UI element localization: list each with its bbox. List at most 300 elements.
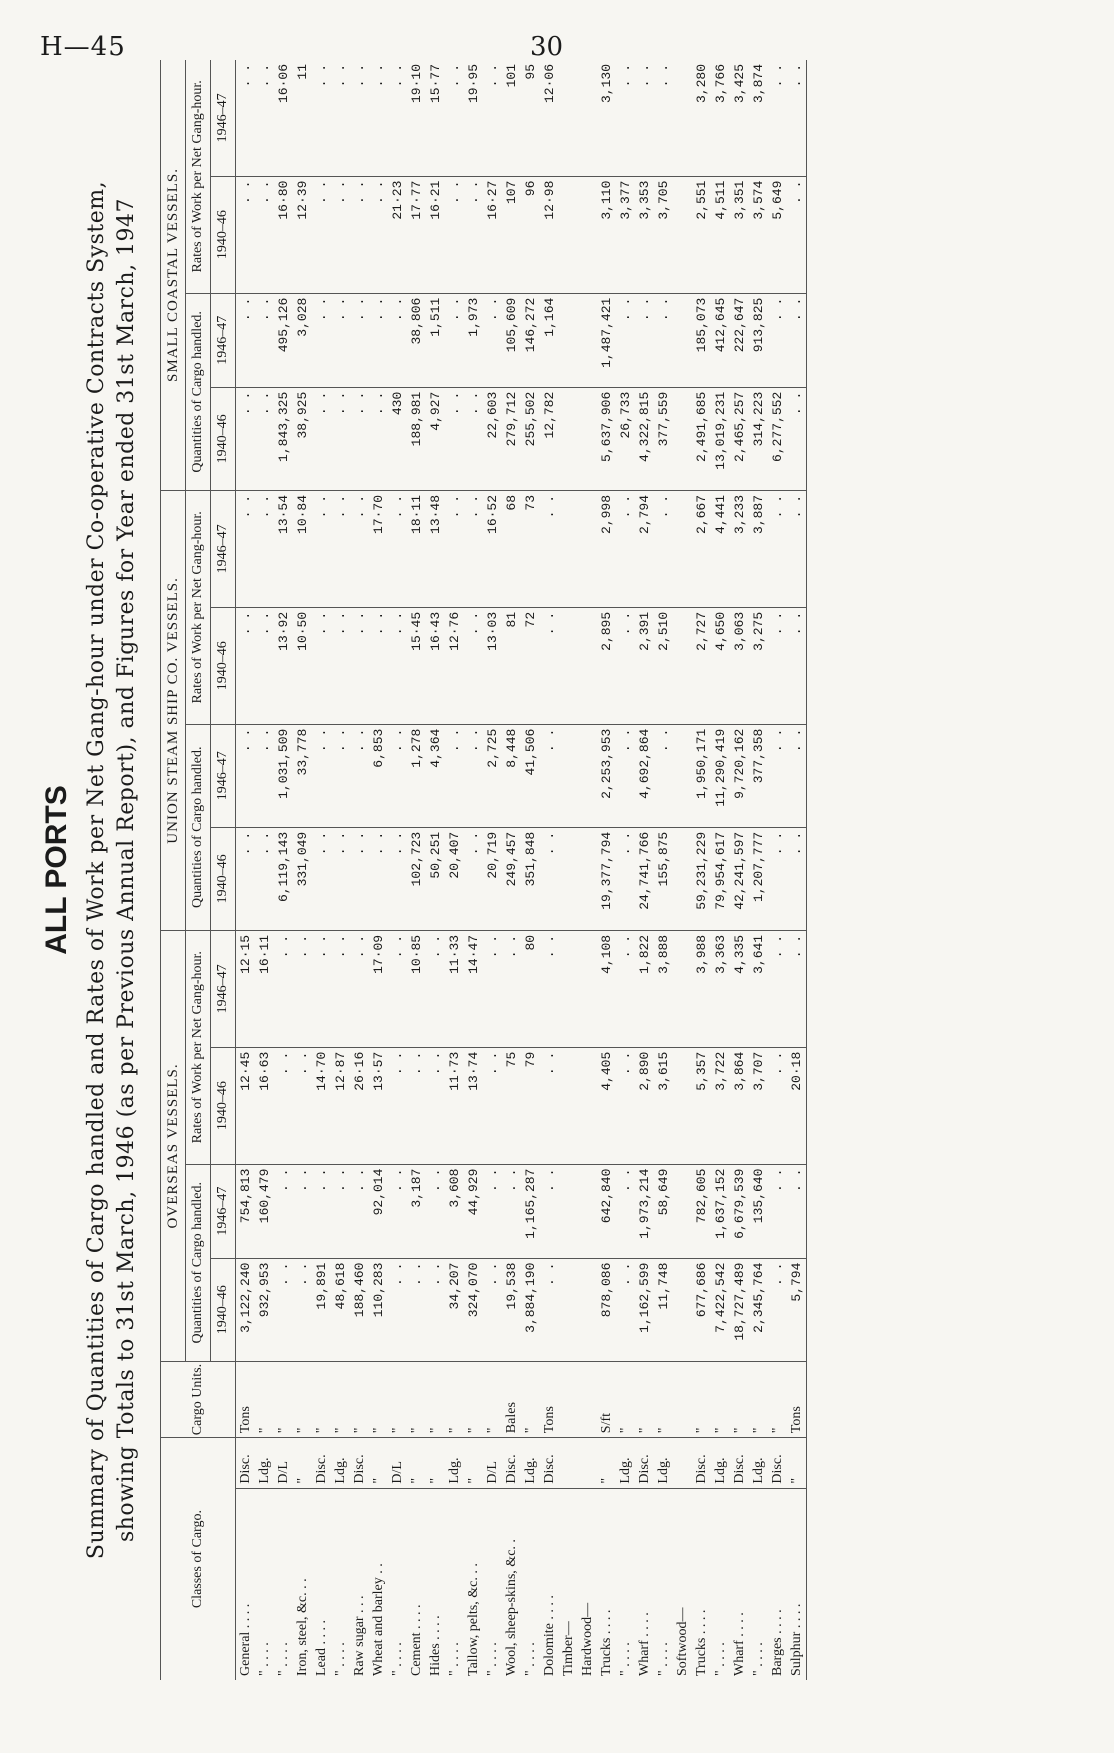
value-cell: 2,727 [692, 607, 711, 724]
cargo-mode-cell: Disc. [540, 1438, 559, 1488]
table-caption-line-2: showing Totals to 31st March, 1946 (as per Previous Annual Report), and Figures for Year ended 31st March, 1947 [114, 197, 139, 1543]
col-header-units: Cargo Units. [161, 1361, 236, 1437]
value-cell: 1,207,777 [749, 827, 768, 930]
value-cell: . . [331, 60, 350, 176]
value-cell: . . [635, 60, 654, 176]
value-cell: 5,649 [768, 176, 787, 293]
value-cell: . . [616, 827, 635, 930]
value-cell: 3,275 [749, 607, 768, 724]
value-cell: . . [445, 60, 464, 176]
cargo-class-cell: Softwood— [675, 1607, 690, 1676]
value-cell: . . [502, 1164, 521, 1258]
col-header-year: 1940–46 [211, 1047, 236, 1164]
value-cell: . . [388, 490, 407, 607]
cargo-mode-cell: Disc. [502, 1438, 521, 1488]
cargo-unit-cell: " [388, 1361, 407, 1437]
value-cell: 15·77 [426, 60, 445, 176]
cargo-unit-cell: " [521, 1361, 540, 1437]
value-cell: 4,364 [426, 724, 445, 827]
value-cell: . . [236, 724, 256, 827]
value-cell: . . [274, 1047, 293, 1164]
value-cell: 3,887 [749, 490, 768, 607]
table-row [502, 60, 521, 1680]
value-cell: 18,727,489 [730, 1258, 749, 1361]
value-cell: 16·80 [274, 176, 293, 293]
value-cell [673, 827, 692, 930]
value-cell [578, 1047, 597, 1164]
value-cell: 42,241,597 [730, 827, 749, 930]
value-cell: 1,278 [407, 724, 426, 827]
cargo-class-cell: Raw sugar . . . [352, 1595, 367, 1676]
value-cell: 6,679,539 [730, 1164, 749, 1258]
value-cell: . . [236, 827, 256, 930]
value-cell [578, 607, 597, 724]
value-cell: 3,028 [293, 293, 312, 387]
value-cell: 2,345,764 [749, 1258, 768, 1361]
value-cell: 10·85 [407, 930, 426, 1047]
value-cell [559, 1164, 578, 1258]
value-cell: 279,712 [502, 387, 521, 490]
col-header-year: 1946–47 [211, 1164, 236, 1258]
value-cell: 13·03 [483, 607, 502, 724]
value-cell: 377,559 [654, 387, 673, 490]
value-cell: 2,794 [635, 490, 654, 607]
value-cell: 2,391 [635, 607, 654, 724]
value-cell: . . [407, 1258, 426, 1361]
value-cell: . . [293, 1164, 312, 1258]
cargo-class-cell: Barges . . . . [770, 1609, 785, 1676]
value-cell: . . [654, 293, 673, 387]
value-cell: . . [787, 1164, 807, 1258]
cargo-class-cell: " . . . . [713, 1642, 728, 1676]
value-cell: 59,231,229 [692, 827, 711, 930]
value-cell: . . [407, 1047, 426, 1164]
value-cell: 188,981 [407, 387, 426, 490]
value-cell: 2,725 [483, 724, 502, 827]
table-row [597, 60, 616, 1680]
value-cell: . . [236, 293, 256, 387]
value-cell: . . [787, 60, 807, 176]
value-cell: . . [787, 607, 807, 724]
table-row [654, 60, 673, 1680]
value-cell: 107 [502, 176, 521, 293]
cargo-mode-cell: Disc. [236, 1438, 256, 1488]
value-cell: 5,637,906 [597, 387, 616, 490]
value-cell: 4,405 [597, 1047, 616, 1164]
value-cell: 101 [502, 60, 521, 176]
cargo-unit-cell: " [711, 1361, 730, 1437]
value-cell: 913,825 [749, 293, 768, 387]
value-cell: 20·18 [787, 1047, 807, 1164]
cargo-unit-cell: " [369, 1361, 388, 1437]
value-cell: . . [236, 387, 256, 490]
value-cell: . . [388, 60, 407, 176]
value-cell: . . [540, 1164, 559, 1258]
value-cell: 8,448 [502, 724, 521, 827]
value-cell: 12·45 [236, 1047, 256, 1164]
value-cell: . . [426, 1164, 445, 1258]
value-cell: . . [331, 724, 350, 827]
value-cell: 2,667 [692, 490, 711, 607]
table-row [407, 60, 426, 1680]
value-cell: . . [502, 930, 521, 1047]
value-cell: . . [293, 1047, 312, 1164]
value-cell: . . [464, 607, 483, 724]
value-cell: 351,848 [521, 827, 540, 930]
value-cell: 4,335 [730, 930, 749, 1047]
table-row [388, 60, 407, 1680]
cargo-class-cell: " . . . . [447, 1642, 462, 1676]
value-cell: 6,119,143 [274, 827, 293, 930]
value-cell: 11·73 [445, 1047, 464, 1164]
table-row [445, 60, 464, 1680]
value-cell: 13·54 [274, 490, 293, 607]
value-cell: 20,407 [445, 827, 464, 930]
value-cell: 5,357 [692, 1047, 711, 1164]
cargo-class-cell: Cement . . . . [409, 1604, 424, 1676]
cargo-class-cell: Lead . . . . [314, 1620, 329, 1676]
value-cell: . . [540, 1047, 559, 1164]
cargo-mode-cell: Ldg. [749, 1438, 768, 1488]
value-cell: . . [255, 827, 274, 930]
col-header-year: 1946–47 [211, 490, 236, 607]
value-cell: 1,950,171 [692, 724, 711, 827]
cargo-mode-cell: " [369, 1438, 388, 1488]
cargo-mode-cell: D/L [388, 1438, 407, 1488]
cargo-mode-cell: Disc. [312, 1438, 331, 1488]
value-cell: 2,510 [654, 607, 673, 724]
value-cell [673, 1258, 692, 1361]
value-cell [673, 724, 692, 827]
value-cell: 314,223 [749, 387, 768, 490]
value-cell: 14·70 [312, 1047, 331, 1164]
value-cell: 10·84 [293, 490, 312, 607]
cargo-unit-cell: " [255, 1361, 274, 1437]
value-cell: 3,063 [730, 607, 749, 724]
cargo-mode-cell: Ldg. [711, 1438, 730, 1488]
value-cell: . . [768, 827, 787, 930]
col-header-quantities: Quantities of Cargo handled. [186, 293, 211, 490]
cargo-unit-cell: " [445, 1361, 464, 1437]
value-cell: . . [331, 930, 350, 1047]
value-cell: . . [654, 724, 673, 827]
value-cell [673, 490, 692, 607]
value-cell: . . [388, 293, 407, 387]
cargo-unit-cell: " [749, 1361, 768, 1437]
value-cell: 33,778 [293, 724, 312, 827]
cargo-mode-cell: " [407, 1438, 426, 1488]
value-cell: 81 [502, 607, 521, 724]
value-cell: . . [540, 827, 559, 930]
cargo-mode-cell: " [787, 1438, 807, 1488]
value-cell: 188,460 [350, 1258, 369, 1361]
value-cell [559, 387, 578, 490]
value-cell: 3,353 [635, 176, 654, 293]
value-cell: 135,640 [749, 1164, 768, 1258]
value-cell: 3,351 [730, 176, 749, 293]
value-cell: . . [369, 60, 388, 176]
value-cell: 4,650 [711, 607, 730, 724]
value-cell: 3,722 [711, 1047, 730, 1164]
value-cell: . . [255, 293, 274, 387]
value-cell [578, 1164, 597, 1258]
value-cell: 19·10 [407, 60, 426, 176]
cargo-unit-cell: " [312, 1361, 331, 1437]
value-cell: 22,603 [483, 387, 502, 490]
value-cell: 48,618 [331, 1258, 350, 1361]
value-cell: . . [616, 490, 635, 607]
value-cell [559, 60, 578, 176]
table-row [616, 60, 635, 1680]
cargo-class-cell: Wharf . . . . [732, 1612, 747, 1676]
value-cell [673, 60, 692, 176]
cargo-class-cell: " . . . . [257, 1642, 272, 1676]
page-title: ALL PORTS [40, 785, 73, 955]
cargo-unit-cell: " [768, 1361, 787, 1437]
value-cell: 9,720,162 [730, 724, 749, 827]
value-cell: 3,130 [597, 60, 616, 176]
value-cell: 1,164 [540, 293, 559, 387]
cargo-mode-cell: Ldg. [521, 1438, 540, 1488]
cargo-mode-cell: Disc. [692, 1438, 711, 1488]
value-cell: . . [350, 607, 369, 724]
value-cell: . . [616, 60, 635, 176]
table-row [464, 60, 483, 1680]
value-cell: 20,719 [483, 827, 502, 930]
col-header-year: 1940–46 [211, 1258, 236, 1361]
value-cell: 12·15 [236, 930, 256, 1047]
cargo-class-cell: " . . . . [276, 1642, 291, 1676]
table-row [521, 60, 540, 1680]
value-cell: 12,782 [540, 387, 559, 490]
value-cell: 80 [521, 930, 540, 1047]
table-row [236, 60, 256, 1680]
value-cell: 18·11 [407, 490, 426, 607]
value-cell: . . [483, 60, 502, 176]
value-cell: . . [768, 293, 787, 387]
value-cell: . . [768, 490, 787, 607]
value-cell: . . [369, 827, 388, 930]
value-cell: . . [540, 724, 559, 827]
col-header-rates: Rates of Work per Net Gang-hour. [186, 930, 211, 1164]
value-cell [673, 176, 692, 293]
cargo-class-cell: Wheat and barley . . [371, 1563, 386, 1676]
value-cell: . . [331, 176, 350, 293]
value-cell: 3,233 [730, 490, 749, 607]
value-cell: . . [464, 724, 483, 827]
value-cell: . . [768, 60, 787, 176]
value-cell: 4,441 [711, 490, 730, 607]
value-cell: 105,609 [502, 293, 521, 387]
value-cell: 92,014 [369, 1164, 388, 1258]
value-cell: 95 [521, 60, 540, 176]
value-cell: 1,973 [464, 293, 483, 387]
value-cell: 17·09 [369, 930, 388, 1047]
value-cell: . . [483, 1047, 502, 1164]
col-header-year: 1940–46 [211, 827, 236, 930]
value-cell: . . [293, 1258, 312, 1361]
cargo-mode-cell: Disc. [350, 1438, 369, 1488]
value-cell: . . [312, 387, 331, 490]
value-cell [578, 60, 597, 176]
value-cell: 4,511 [711, 176, 730, 293]
col-header-rates: Rates of Work per Net Gang-hour. [186, 490, 211, 724]
value-cell: 3,864 [730, 1047, 749, 1164]
value-cell: . . [483, 1164, 502, 1258]
cargo-unit-cell: " [635, 1361, 654, 1437]
value-cell: 19,891 [312, 1258, 331, 1361]
value-cell: . . [768, 724, 787, 827]
value-cell: . . [350, 930, 369, 1047]
value-cell: 4,108 [597, 930, 616, 1047]
value-cell: . . [388, 607, 407, 724]
value-cell: . . [616, 293, 635, 387]
value-cell: 17·77 [407, 176, 426, 293]
value-cell: 26·16 [350, 1047, 369, 1164]
cargo-mode-cell: D/L [274, 1438, 293, 1488]
value-cell: . . [369, 176, 388, 293]
col-header-classes: Classes of Cargo. [161, 1438, 236, 1680]
value-cell: . . [426, 930, 445, 1047]
value-cell [559, 607, 578, 724]
value-cell: 12·98 [540, 176, 559, 293]
value-cell [673, 387, 692, 490]
value-cell: 26,733 [616, 387, 635, 490]
cargo-unit-cell: Bales [502, 1361, 521, 1437]
cargo-unit-cell: " [483, 1361, 502, 1437]
value-cell: 16·63 [255, 1047, 274, 1164]
cargo-summary-table [160, 60, 807, 1680]
value-cell: . . [616, 930, 635, 1047]
value-cell: . . [616, 1047, 635, 1164]
value-cell: . . [255, 490, 274, 607]
value-cell: 75 [502, 1047, 521, 1164]
cargo-unit-cell: Tons [787, 1361, 807, 1437]
value-cell: 1,637,152 [711, 1164, 730, 1258]
value-cell: 324,070 [464, 1258, 483, 1361]
value-cell: 3,766 [711, 60, 730, 176]
group-header-coastal: SMALL COASTAL VESSELS. [161, 60, 186, 490]
value-cell: 11·33 [445, 930, 464, 1047]
value-cell [578, 490, 597, 607]
value-cell: 249,457 [502, 827, 521, 930]
value-cell: 79 [521, 1047, 540, 1164]
value-cell: 17·70 [369, 490, 388, 607]
value-cell: 7,422,542 [711, 1258, 730, 1361]
group-header-union: UNION STEAM SHIP CO. VESSELS. [161, 490, 186, 930]
rotated-table-page [40, 50, 1070, 1690]
value-cell: . . [255, 176, 274, 293]
value-cell: 3,425 [730, 60, 749, 176]
value-cell: 3,608 [445, 1164, 464, 1258]
value-cell: . . [350, 724, 369, 827]
table-row [768, 60, 787, 1680]
value-cell: 2,890 [635, 1047, 654, 1164]
cargo-class-cell: Wool, sheep-skins, &c. . [504, 1539, 519, 1676]
value-cell: 3,641 [749, 930, 768, 1047]
value-cell: 68 [502, 490, 521, 607]
cargo-mode-cell: " [597, 1438, 616, 1488]
cargo-class-cell: " . . . . [485, 1642, 500, 1676]
value-cell: 96 [521, 176, 540, 293]
value-cell: . . [464, 490, 483, 607]
value-cell: . . [388, 1258, 407, 1361]
cargo-unit-cell: Tons [540, 1361, 559, 1437]
cargo-unit-cell [578, 1361, 597, 1437]
value-cell: . . [445, 490, 464, 607]
value-cell: . . [350, 1164, 369, 1258]
value-cell: . . [236, 607, 256, 724]
value-cell: 3,874 [749, 60, 768, 176]
value-cell: . . [616, 607, 635, 724]
value-cell: 1,822 [635, 930, 654, 1047]
value-cell: . . [312, 176, 331, 293]
value-cell [673, 930, 692, 1047]
value-cell: . . [312, 60, 331, 176]
value-cell: . . [787, 724, 807, 827]
value-cell [578, 293, 597, 387]
col-header-year: 1946–47 [211, 293, 236, 387]
table-row [730, 60, 749, 1680]
cargo-mode-cell [559, 1438, 578, 1488]
value-cell: . . [464, 827, 483, 930]
table-row [692, 60, 711, 1680]
value-cell: 642,840 [597, 1164, 616, 1258]
value-cell: 782,605 [692, 1164, 711, 1258]
value-cell: 2,895 [597, 607, 616, 724]
value-cell: . . [274, 930, 293, 1047]
value-cell: . . [255, 387, 274, 490]
col-header-quantities: Quantities of Cargo handled. [186, 724, 211, 930]
value-cell [559, 490, 578, 607]
value-cell: 4,927 [426, 387, 445, 490]
value-cell: . . [312, 827, 331, 930]
cargo-unit-cell: " [350, 1361, 369, 1437]
value-cell: . . [312, 724, 331, 827]
value-cell [559, 827, 578, 930]
value-cell [578, 827, 597, 930]
value-cell [673, 607, 692, 724]
value-cell: . . [768, 930, 787, 1047]
cargo-class-cell: Sulphur . . . . [787, 1488, 807, 1680]
value-cell: 3,988 [692, 930, 711, 1047]
value-cell: . . [768, 607, 787, 724]
value-cell [559, 724, 578, 827]
value-cell: 146,272 [521, 293, 540, 387]
value-cell: . . [787, 827, 807, 930]
value-cell: . . [540, 490, 559, 607]
value-cell: . . [274, 1164, 293, 1258]
value-cell: 19,377,794 [597, 827, 616, 930]
value-cell: 24,741,766 [635, 827, 654, 930]
value-cell [559, 1258, 578, 1361]
value-cell: 16·43 [426, 607, 445, 724]
value-cell: 11,290,419 [711, 724, 730, 827]
value-cell: . . [654, 490, 673, 607]
cargo-unit-cell: " [616, 1361, 635, 1437]
cargo-unit-cell: " [692, 1361, 711, 1437]
value-cell: 2,551 [692, 176, 711, 293]
cargo-mode-cell: Ldg. [445, 1438, 464, 1488]
value-cell: . . [312, 1164, 331, 1258]
cargo-unit-cell [559, 1361, 578, 1437]
value-cell: 16·06 [274, 60, 293, 176]
value-cell: 3,574 [749, 176, 768, 293]
value-cell: 5,794 [787, 1258, 807, 1361]
value-cell: 2,253,953 [597, 724, 616, 827]
table-row [369, 60, 388, 1680]
table-row [787, 60, 807, 1680]
